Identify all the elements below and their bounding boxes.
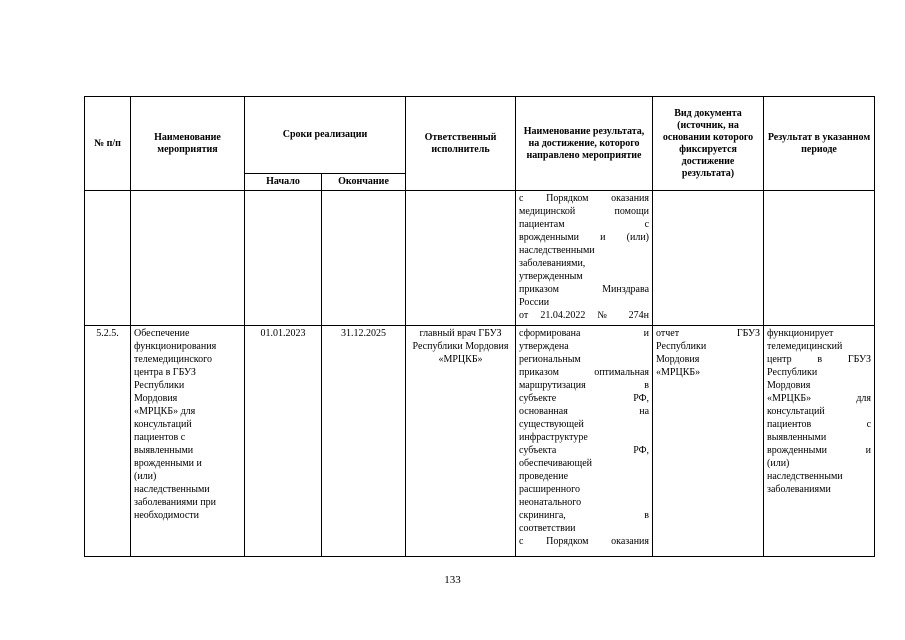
header-name: Наименование мероприятия [131,97,245,191]
cell-line: скрининга, в [519,510,650,521]
cell-line: необходимости [134,510,200,521]
cell-line: наследственными [134,484,210,495]
cell-line: заболеваниями, [519,258,586,269]
row-end: 31.12.2025 [322,326,406,557]
cell-line: телемедицинский [767,341,843,352]
cell-line: консультаций [134,419,192,430]
continuation-result-cell [516,191,653,326]
cell-line: «МРЦКБ» для [767,393,872,404]
cell-line: телемедицинского [134,354,213,365]
cell-line: приказом Минздрава [519,284,650,295]
cell-line: Обеспечение [134,328,190,339]
cell-line: проведение [519,471,569,482]
cell-line: функционирует [767,328,834,339]
cell-line: России [519,297,550,308]
cell-line: Мордовия [134,393,178,404]
cell-line: пациентов с [767,419,872,430]
cell-line: выявленными [134,445,194,456]
cell-line: Республики [656,341,707,352]
cell-line: наследственными [519,245,595,256]
cell-line: субъекте РФ, [519,393,650,404]
cell-line: функционирования [134,341,217,352]
cell-line: с Порядком оказания [519,193,650,204]
header-doc-type: Вид документа (источник, на основании которого фиксируется достижение результата) [653,97,764,191]
row-num: 5.2.5. [85,326,131,557]
cell-line: консультаций [767,406,825,417]
cell-line: неонатального [519,497,582,508]
table-row [85,326,875,557]
header-result: Результат в указанном периоде [764,97,875,191]
header-end: Окончание [322,174,406,191]
cell-line: соответствии [519,523,576,534]
cell-line: сформирована и [519,328,650,339]
cell-line: приказом оптимальная [519,367,650,378]
cell-line: центра в ГБУЗ [134,367,196,378]
cell-line: заболеваниями [767,484,831,495]
cell-line: пациентам с [519,219,650,230]
cell-line: Республики [767,367,818,378]
cell-line: врожденными и [767,445,872,456]
cell-line: пациентов с [134,432,186,443]
cell-line: врожденными и [134,458,202,469]
cell-line: от 21.04.2022 № 274н [519,310,650,321]
plan-table [84,96,875,557]
row-outcome [764,326,875,557]
cell-line: субъекта РФ, [519,445,650,456]
cell-line: (или) [134,471,157,482]
cell-line: существующей [519,419,584,430]
row-name [131,326,245,557]
cell-line: центр в ГБУЗ [767,354,872,365]
header-period: Сроки реализации [245,97,406,174]
cell-line: медицинской помощи [519,206,650,217]
cell-line: Республики [134,380,185,391]
cell-line: утвержденным [519,271,583,282]
cell-line: «МРЦКБ» для [134,406,196,417]
cell-line: инфраструктуре [519,432,588,443]
continuation-row [85,191,875,326]
header-num: № п/п [85,97,131,191]
header-executor: Ответственный исполнитель [406,97,516,191]
cell-line: с Порядком оказания [519,536,650,547]
header-result-name: Наименование результата, на достижение, которого направлено мероприятие [516,97,653,191]
cell-line: Мордовия [656,354,700,365]
row-start: 01.01.2023 [245,326,322,557]
cell-line: отчет ГБУЗ [656,328,761,339]
cell-line: заболеваниями при [134,497,216,508]
cell-line: выявленными [767,432,827,443]
cell-line: маршрутизация в [519,380,650,391]
cell-line: обеспечивающей [519,458,593,469]
cell-line: наследственными [767,471,843,482]
cell-line: основанная на [519,406,650,417]
page-number: 133 [444,574,461,586]
cell-line: (или) [767,458,790,469]
cell-line: утверждена [519,341,569,352]
cell-line: врожденными и (или) [519,232,650,243]
cell-line: расширенного [519,484,580,495]
cell-line: региональным [519,354,581,365]
row-doc-type [653,326,764,557]
row-result-name [516,326,653,557]
cell-line: «МРЦКБ» [656,367,701,378]
header-start: Начало [245,174,322,191]
row-executor: главный врач ГБУЗ Республики Мордовия «МРЦКБ» [406,326,516,557]
cell-line: Мордовия [767,380,811,391]
